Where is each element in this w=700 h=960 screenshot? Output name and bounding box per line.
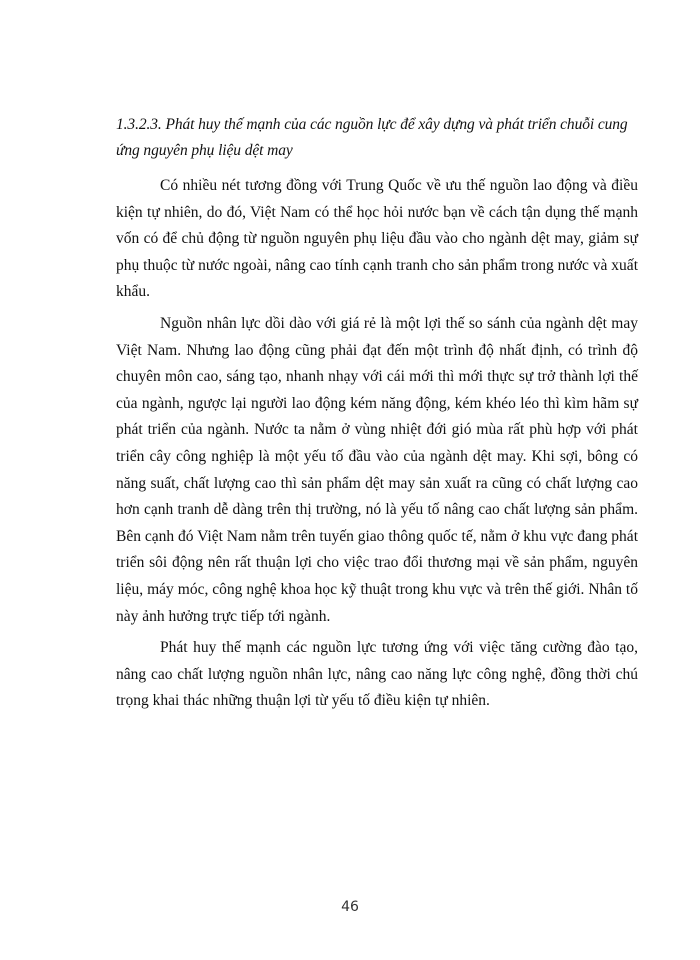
paragraph-2: Nguồn nhân lực dồi dào với giá rẻ là một lợi thế so sánh của ngành dệt may Việt Nam. Nhưng lao động cũng phải đạt đến một trình độ nhất định, có trình độ chuyên môn cao, sáng tạo, nhanh nhạy với cái mới thì mới thực sự trở thành lợi thế của ngành, ngược lại người lao động kém năng động, kém khéo léo thì kìm hãm sự phát triển của ngành. Nước ta nằm ở vùng nhiệt đới gió mùa rất phù hợp với phát triển cây công nghiệp là một yếu tố đầu vào của ngành dệt may. Khi sợi, bông có năng suất, chất lượng cao thì sản phẩm dệt may sản xuất ra cũng có chất lượng cao hơn cạnh tranh dễ dàng trên thị trường, nó là yếu tố nâng cao chất lượng sản phẩm. Bên cạnh đó Việt Nam nằm trên tuyến giao thông quốc tế, nằm ở khu vực đang phát triển sôi động nên rất thuận lợi cho việc trao đổi thương mại về sản phẩm, nguyên liệu, máy móc, công nghệ khoa học kỹ thuật trong khu vực và trên thế giới. Nhân tố này ảnh hưởng trực tiếp tới ngành. [116,314,638,625]
section-heading: 1.3.2.3. Phát huy thế mạnh của các nguồn lực để xây dựng và phát triển chuỗi cung ứng nguyên phụ liệu dệt may [116,116,628,159]
page-number: 46 [341,899,359,915]
paragraph-3: Phát huy thế mạnh các nguồn lực tương ứng với việc tăng cường đào tạo, nâng cao chất lượng nguồn nhân lực, nâng cao năng lực công nghệ, đồng thời chú trọng khai thác những thuận lợi từ yếu tố điều kiện tự nhiên. [116,639,638,710]
page-content [116,112,638,720]
paragraph-1: Có nhiều nét tương đồng với Trung Quốc về ưu thế nguồn lao động và điều kiện tự nhiên, do đó, Việt Nam có thể học hỏi nước bạn về cách tận dụng thế mạnh vốn có để chủ động từ nguồn nguyên phụ liệu đầu vào cho ngành dệt may, giảm sự phụ thuộc từ nước ngoài, nâng cao tính cạnh tranh cho sản phẩm trong nước và xuất khẩu. [116,177,638,301]
